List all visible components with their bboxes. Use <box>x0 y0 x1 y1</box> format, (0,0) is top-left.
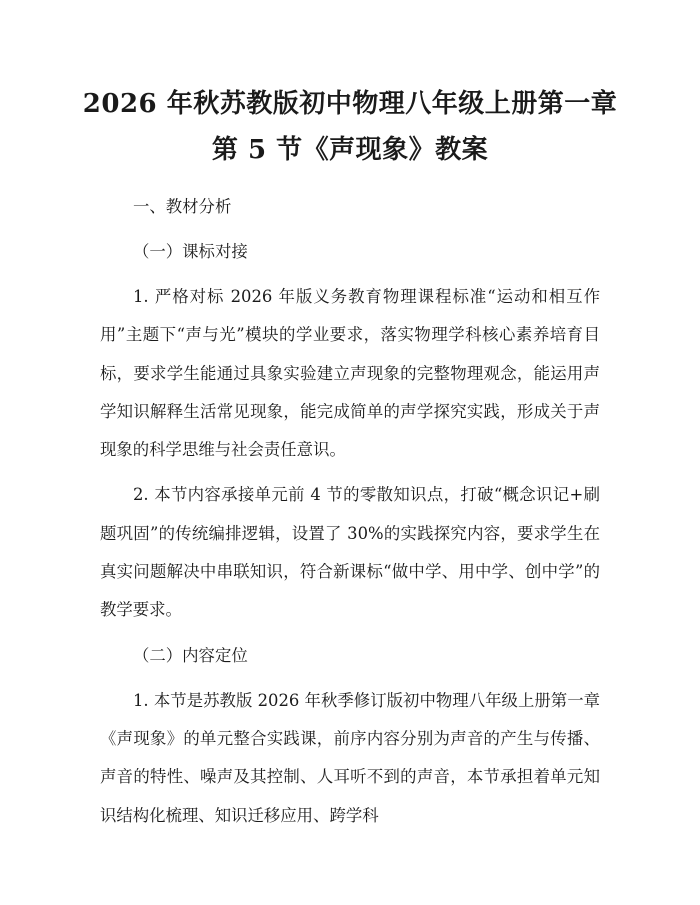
subsection-heading-curriculum: （一）课标对接 <box>133 242 248 261</box>
paragraph-curriculum-2: 2. 本节内容承接单元前 4 节的零散知识点，打破“概念识记+刷题巩固”的传统编排逻辑，设置了 30%的实践探究内容，要求学生在真实问题解决中串联知识，符合新课标“做中学、用中学、创中学”的教学要求。 <box>100 485 600 620</box>
document-title-line-2: 第 5 节《声现象》教案 <box>211 135 489 165</box>
subsection-heading-content-position: （二）内容定位 <box>133 645 248 665</box>
document-body <box>100 188 600 835</box>
paragraph-curriculum-1: 1. 严格对标 2026 年版义务教育物理课程标准“运动和相互作用”主题下“声与光”模块的学业要求，落实物理学科核心素养培育目标，要求学生能通过具象实验建立声现象的完整物理观念，能运用声学知识解释生活常见现象，能完成简单的声学探究实践，形成关于声现象的科学思维与社会责任意识。 <box>100 287 600 460</box>
paragraph-content-position-1: 1. 本节是苏教版 2026 年秋季修订版初中物理八年级上册第一章《声现象》的单元整合实践课，前序内容分别为声音的产生与传播、声音的特性、噪声及其控制、人耳听不到的声音，本节承担着单元知识结构化梳理、知识迁移应用、跨学科 <box>100 690 600 825</box>
section-heading-textbook-analysis: 一、教材分析 <box>133 197 232 216</box>
document-title-line-1: 2026 年秋苏教版初中物理八年级上册第一章 <box>82 89 618 119</box>
